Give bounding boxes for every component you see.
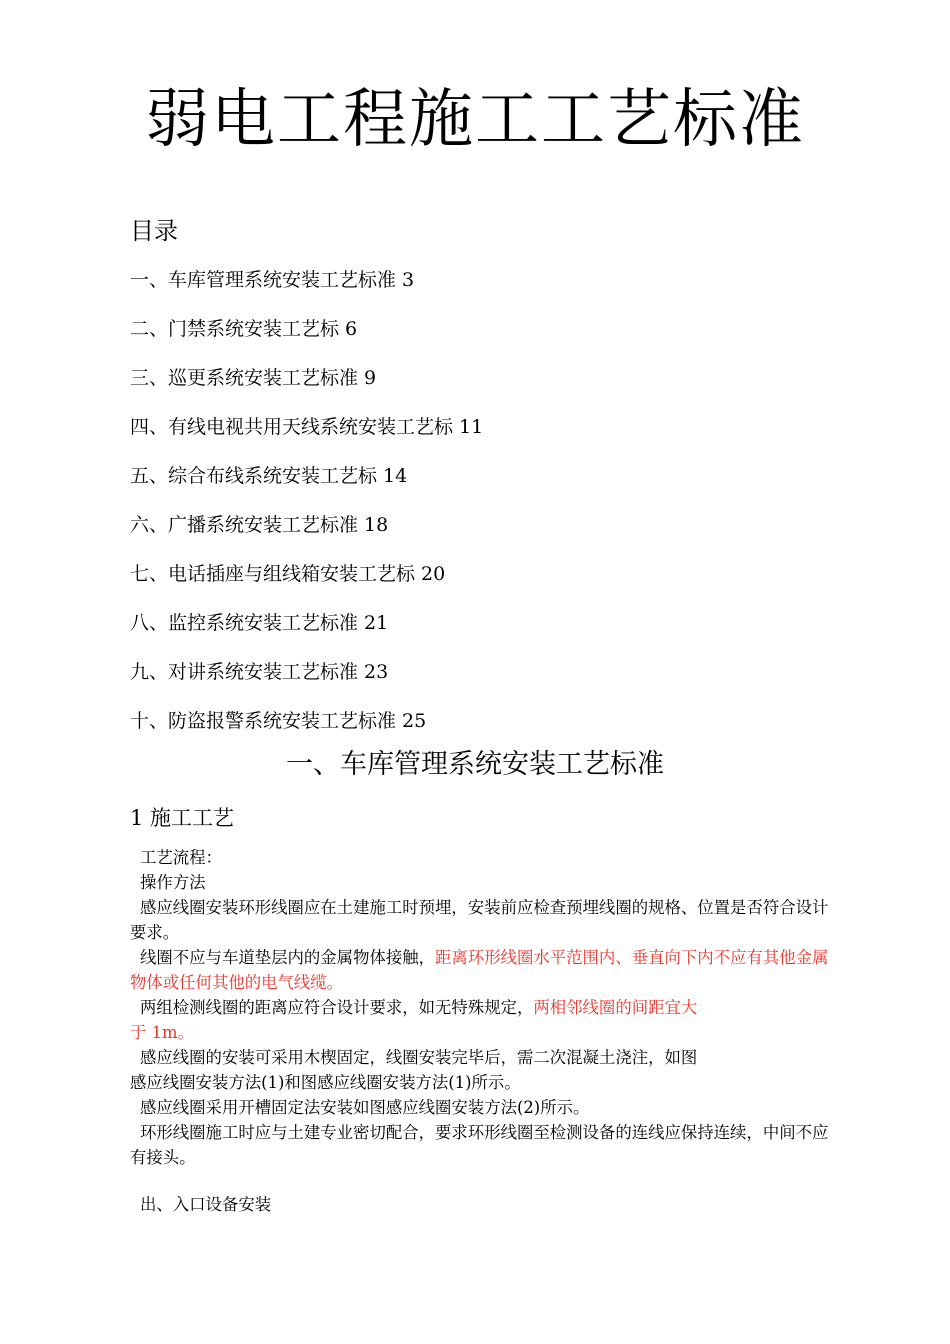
toc-item[interactable]: 八、监控系统安装工艺标准 21 [130,612,389,634]
highlighted-text: 于 1m。 [130,1023,194,1042]
toc-heading: 目录 [130,217,178,245]
paragraph-text: 线圈不应与车道垫层内的金属物体接触， [140,948,436,967]
toc-item[interactable]: 九、对讲系统安装工艺标准 23 [130,661,389,683]
paragraph [130,945,832,995]
spacer [130,1170,832,1192]
method-label: 操作方法 [140,873,206,892]
paragraph: 感应线圈采用开槽固定法安装如图感应线圈安装方法(2)所示。 [140,1098,590,1117]
paragraph: 感应线圈安装环形线圈应在土建施工时预埋，安装前应检查预埋线圈的规格、位置是否符合设计要求。 [130,898,829,942]
toc-item[interactable]: 五、综合布线系统安装工艺标 14 [130,465,408,487]
table-of-contents [130,266,483,756]
paragraph: 出、入口设备安装 [140,1195,272,1214]
section-body [130,845,832,1217]
process-label: 工艺流程： [140,848,222,867]
toc-item[interactable]: 十、防盗报警系统安装工艺标准 25 [130,710,427,732]
toc-item[interactable]: 四、有线电视共用天线系统安装工艺标 11 [130,416,484,438]
toc-item[interactable]: 三、巡更系统安装工艺标准 9 [130,367,377,389]
section-title: 一、车库管理系统安装工艺标准 [286,749,664,780]
paragraph: 感应线圈安装方法(1)和图感应线圈安装方法(1)所示。 [130,1073,521,1092]
paragraph: 感应线圈的安装可采用木楔固定，线圈安装完毕后，需二次混凝土浇注，如图 [140,1048,698,1067]
document-title: 弱电工程施工工艺标准 [145,83,805,157]
highlighted-text: 两相邻线圈的间距宜大 [533,998,698,1017]
paragraph [130,995,832,1020]
subsection-heading: 1 施工工艺 [130,806,235,830]
toc-item[interactable]: 六、广播系统安装工艺标准 18 [130,514,389,536]
toc-item[interactable]: 一、车库管理系统安装工艺标准 3 [130,269,415,291]
paragraph-text: 两组检测线圈的距离应符合设计要求，如无特殊规定， [140,998,534,1017]
paragraph: 环形线圈施工时应与土建专业密切配合，要求环形线圈至检测设备的连线应保持连续，中间不应有接头。 [130,1123,829,1167]
toc-item[interactable]: 二、门禁系统安装工艺标 6 [130,318,358,340]
highlighted-text: 距离环形线圈水平范围内、垂直向下内不应有其他金属物体或任何其他的电气线缆。 [130,948,829,992]
toc-item[interactable]: 七、电话插座与组线箱安装工艺标 20 [130,563,446,585]
